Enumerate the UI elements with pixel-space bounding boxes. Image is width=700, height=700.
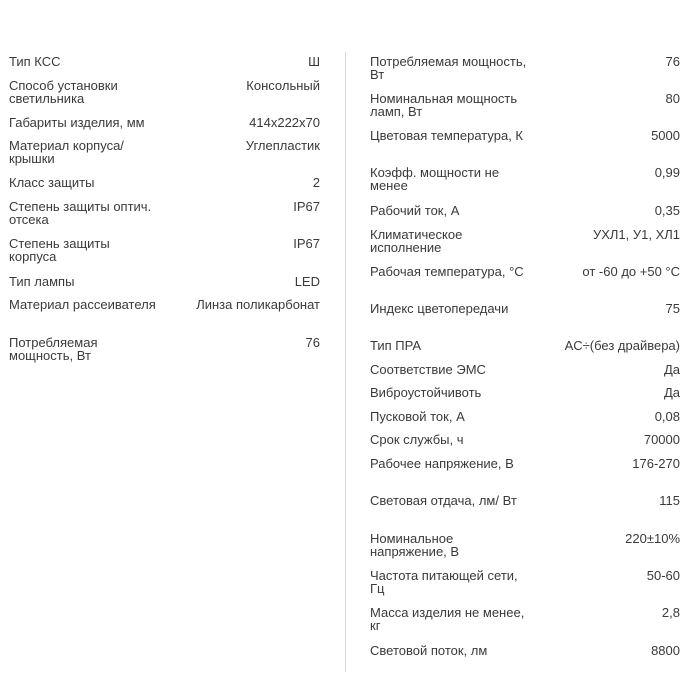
spec-row bbox=[370, 606, 680, 632]
spec-value: Да bbox=[663, 362, 680, 377]
spec-label: Класс защиты bbox=[9, 175, 95, 190]
spec-value: 70000 bbox=[643, 432, 680, 447]
spec-row bbox=[9, 176, 320, 189]
spec-row bbox=[9, 275, 320, 288]
spec-value: IP67 bbox=[293, 199, 320, 214]
spec-value: Линза поликарбонат bbox=[196, 297, 320, 312]
spec-label: Способ установки светильника bbox=[9, 78, 118, 106]
spec-label: Номинальное напряжение, В bbox=[370, 531, 460, 559]
spec-row bbox=[370, 166, 680, 192]
spec-row bbox=[9, 237, 320, 263]
spec-label: Материал корпуса/ крышки bbox=[9, 138, 124, 166]
spec-value: 80 bbox=[665, 91, 680, 106]
spec-label: Материал рассеивателя bbox=[9, 297, 156, 312]
spec-row bbox=[9, 79, 320, 105]
spec-value: 50-60 bbox=[646, 568, 680, 583]
spec-row bbox=[370, 55, 680, 81]
spec-label: Степень защиты корпуса bbox=[9, 236, 110, 264]
spec-label: Соответствие ЭМС bbox=[370, 362, 486, 377]
spec-label: Частота питающей сети, Гц bbox=[370, 568, 518, 596]
spec-value: Консольный bbox=[246, 78, 320, 93]
spec-label: Степень защиты оптич. отсека bbox=[9, 199, 152, 227]
spec-value: 115 bbox=[659, 493, 680, 508]
spec-label: Рабочая температура, °С bbox=[370, 264, 524, 279]
spec-row bbox=[370, 644, 680, 657]
spec-row bbox=[370, 129, 680, 142]
spec-value: Да bbox=[663, 385, 680, 400]
spec-value: IP67 bbox=[293, 236, 320, 251]
spec-row bbox=[370, 363, 680, 376]
spec-row bbox=[370, 532, 680, 558]
spec-row bbox=[370, 92, 680, 118]
spec-value: 5000 bbox=[651, 128, 680, 143]
spec-label: Габариты изделия, мм bbox=[9, 115, 145, 130]
spec-value: 176-270 bbox=[632, 456, 680, 471]
spec-value: 2,8 bbox=[661, 605, 680, 620]
spec-row bbox=[370, 265, 680, 278]
spec-value: 76 bbox=[305, 335, 320, 350]
spec-value: 8800 bbox=[651, 643, 680, 658]
spec-row bbox=[370, 569, 680, 595]
spec-value: 0,99 bbox=[654, 165, 680, 180]
spec-label: Световая отдача, лм/ Вт bbox=[370, 493, 517, 508]
spec-label: Виброустойчивоть bbox=[370, 385, 482, 400]
spec-label: Потребляемая мощность, Вт bbox=[9, 335, 98, 363]
spec-label: Масса изделия не менее, кг bbox=[370, 605, 525, 633]
spec-row bbox=[370, 433, 680, 446]
spec-label: Климатическое исполнение bbox=[370, 227, 463, 255]
spec-row bbox=[370, 302, 680, 315]
spec-value: Углепластик bbox=[245, 138, 320, 153]
spec-value: LED bbox=[294, 274, 320, 289]
spec-row bbox=[370, 339, 680, 352]
spec-label: Цветовая температура, К bbox=[370, 128, 523, 143]
spec-label: Тип лампы bbox=[9, 274, 75, 289]
spec-label: Тип КСС bbox=[9, 54, 61, 69]
spec-row bbox=[370, 457, 680, 470]
spec-label: Потребляемая мощность, Вт bbox=[370, 54, 527, 82]
spec-value: 2 bbox=[312, 175, 320, 190]
spec-value: УХЛ1, У1, ХЛ1 bbox=[592, 227, 680, 242]
spec-label: Рабочий ток, А bbox=[370, 203, 460, 218]
spec-row bbox=[370, 494, 680, 507]
spec-value: AC÷(без драйвера) bbox=[564, 338, 680, 353]
spec-value: 76 bbox=[665, 54, 680, 69]
spec-value: 220±10% bbox=[625, 531, 680, 546]
spec-row bbox=[9, 116, 320, 129]
spec-row bbox=[370, 204, 680, 217]
spec-value: Ш bbox=[308, 54, 320, 69]
spec-label: Коэфф. мощности не менее bbox=[370, 165, 500, 193]
spec-row bbox=[9, 139, 320, 165]
spec-label: Световой поток, лм bbox=[370, 643, 488, 658]
spec-row bbox=[9, 55, 320, 68]
spec-value: 0,08 bbox=[654, 409, 680, 424]
spec-value: 0,35 bbox=[654, 203, 680, 218]
spec-row bbox=[9, 200, 320, 226]
spec-value: от -60 до +50 °С bbox=[582, 264, 680, 279]
spec-value: 414x222x70 bbox=[249, 115, 320, 130]
column-divider bbox=[345, 52, 346, 672]
spec-label: Тип ПРА bbox=[370, 338, 422, 353]
spec-label: Индекс цветопередачи bbox=[370, 301, 509, 316]
spec-label: Номинальная мощность ламп, Вт bbox=[370, 91, 518, 119]
spec-row bbox=[370, 228, 680, 254]
spec-row bbox=[9, 298, 320, 311]
spec-label: Срок службы, ч bbox=[370, 432, 464, 447]
spec-value: 75 bbox=[665, 301, 680, 316]
spec-row bbox=[370, 410, 680, 423]
spec-row bbox=[370, 386, 680, 399]
spec-row bbox=[9, 336, 320, 362]
spec-label: Рабочее напряжение, В bbox=[370, 456, 514, 471]
spec-label: Пусковой ток, А bbox=[370, 409, 465, 424]
